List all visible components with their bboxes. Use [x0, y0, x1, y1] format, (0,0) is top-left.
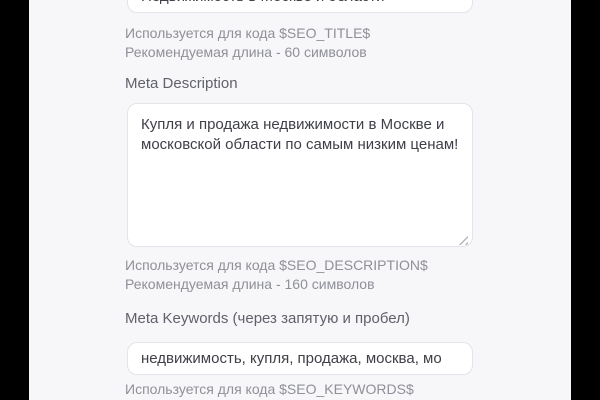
meta-description-code-helper: Используется для кода $SEO_DESCRIPTION$ — [125, 257, 428, 273]
meta-title-length-helper: Рекомендуемая длина - 60 символов — [125, 44, 367, 60]
meta-description-label: Meta Description — [125, 75, 238, 92]
right-black-bar — [571, 0, 600, 400]
meta-keywords-label: Meta Keywords (через запятую и пробел) — [125, 310, 410, 327]
meta-title-code-helper: Используется для кода $SEO_TITLE$ — [125, 25, 371, 41]
meta-title-input[interactable] — [127, 0, 473, 13]
meta-description-length-helper: Рекомендуемая длина - 160 символов — [125, 276, 375, 292]
left-black-bar — [0, 0, 29, 400]
meta-description-helper — [125, 256, 428, 294]
meta-keywords-code-helper: Используется для кода $SEO_KEYWORDS$ — [125, 381, 414, 397]
meta-title-helper — [125, 24, 370, 62]
meta-keywords-helper — [125, 380, 414, 399]
meta-description-textarea[interactable] — [127, 103, 473, 247]
meta-keywords-input[interactable] — [127, 342, 473, 375]
